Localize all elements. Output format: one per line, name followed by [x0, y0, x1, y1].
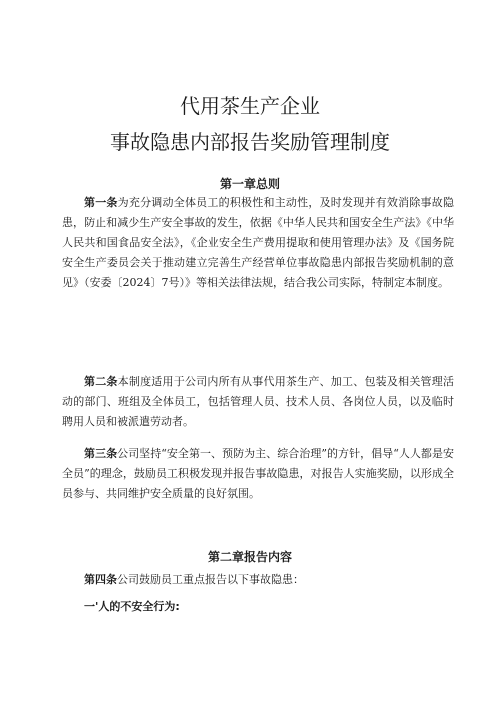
article-3	[62, 444, 454, 504]
article-2	[62, 372, 454, 432]
document-title-line2: 事故隐患内部报告奖励管理制度	[110, 130, 390, 154]
article-1	[62, 193, 454, 293]
article-1-text: 为充分调动全体员工的积极性和主动性，及时发现并有效消除事故隐患，防止和减少生产安全事故的发生，依据《中华人民共和国安全生产法》《中华人民共和国食品安全法》，《企业安全生产费用提取和使用管理办法》及《国务院安全生产委员会关于推动建立完善生产经营单位事故隐患内部报告奖励机制的意见》（安委〔2024〕7号）》等相关法律法规，结合我公司实际，特制定本制度。	[62, 196, 454, 289]
article-2-text: 本制度适用于公司内所有从事代用茶生产、加工、包装及相关管理活动的部门、班组及全体员工，包括管理人员、技术人员、各岗位人员，以及临时聘用人员和被派遣劳动者。	[62, 375, 454, 428]
article-3-label: 第三条	[84, 447, 118, 460]
chapter-2-heading: 第二章报告内容	[207, 550, 292, 564]
article-2-label: 第二条	[84, 375, 118, 388]
article-4-text: 公司鼓励员工重点报告以下事故隐患：	[117, 573, 304, 586]
document-title-line1: 代用茶生产企业	[180, 94, 320, 118]
article-4-label: 第四条	[84, 573, 117, 586]
article-4	[62, 570, 454, 590]
article-1-label: 第一条	[84, 196, 118, 209]
chapter-1-heading: 第一章总则	[219, 177, 280, 191]
section-subheading: 一'人的不安全行为:	[84, 600, 180, 613]
article-3-text: 公司坚持“安全第一、预防为主、综合治理”的方针，倡导“人人都是安全员”的理念，鼓励员工积极发现并报告事故隐患，对报告人实施奖励，以形成全员参与、共同维护安全质量的良好氛围。	[62, 447, 455, 500]
